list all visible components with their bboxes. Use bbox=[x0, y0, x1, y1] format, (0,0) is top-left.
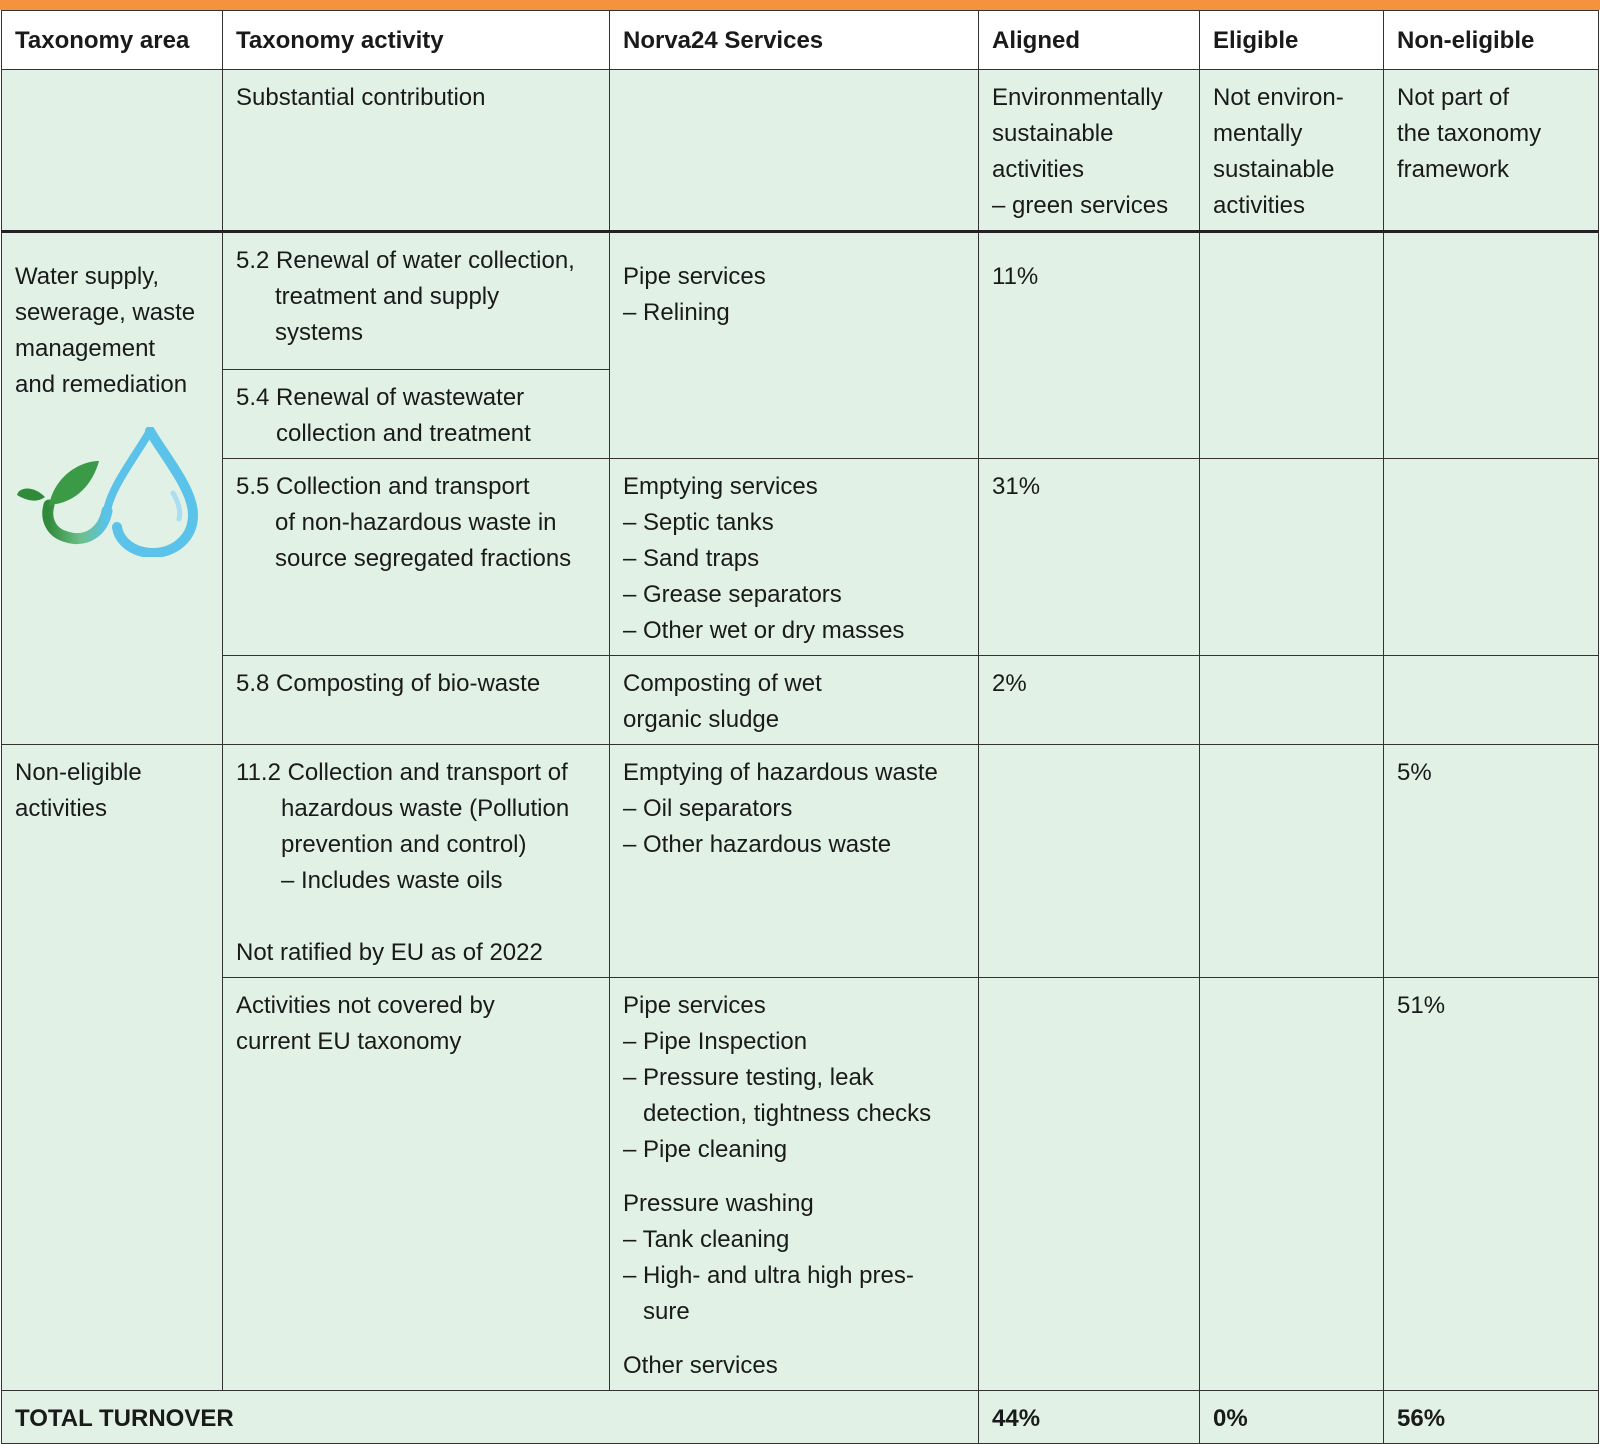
header-taxonomy-area: Taxonomy area bbox=[2, 11, 223, 70]
header-row bbox=[2, 11, 1599, 70]
activity-5-2: 5.2 Renewal of water collection, treatment and supply systems bbox=[223, 232, 610, 370]
taxonomy-table bbox=[1, 10, 1599, 1444]
services-other: Pipe services – Pipe Inspection – Pressure testing, leak detection, tightness checks – Pipe cleaning Pressure washing – Tank cleaning – High- and ultra high pres- sure Other services bbox=[610, 978, 979, 1391]
subheader-area-cell bbox=[2, 70, 223, 232]
aligned-emptying-value: 31% bbox=[979, 459, 1200, 656]
subheader-services-cell bbox=[610, 70, 979, 232]
activity-5-4: 5.4 Renewal of wastewater collection and treatment bbox=[223, 370, 610, 459]
total-eligible: 0% bbox=[1200, 1391, 1384, 1444]
non-eligible-area-cell: Non-eligible activities bbox=[2, 745, 223, 1391]
header-aligned: Aligned bbox=[979, 11, 1200, 70]
total-row bbox=[2, 1391, 1599, 1444]
eligible-emptying-cell bbox=[1200, 459, 1384, 656]
header-services: Norva24 Services bbox=[610, 11, 979, 70]
aligned-other-cell bbox=[979, 978, 1200, 1391]
header-non-eligible: Non-eligible bbox=[1384, 11, 1599, 70]
cell-strip bbox=[1384, 233, 1598, 253]
table-row bbox=[2, 656, 1599, 745]
table-row bbox=[2, 459, 1599, 656]
top-accent-bar bbox=[0, 0, 1600, 10]
activity-5-5: 5.5 Collection and transport of non-hazardous waste in source segregated fractions bbox=[223, 459, 610, 656]
eligible-other-cell bbox=[1200, 978, 1384, 1391]
non-eligible-hazardous-value: 5% bbox=[1384, 745, 1599, 978]
eligible-composting-cell bbox=[1200, 656, 1384, 745]
total-aligned: 44% bbox=[979, 1391, 1200, 1444]
subheader-activity: Substantial contribution bbox=[223, 70, 610, 232]
aligned-hazardous-cell bbox=[979, 745, 1200, 978]
table-row bbox=[2, 978, 1599, 1391]
aligned-relining-value: 11% bbox=[979, 232, 1200, 459]
total-non-eligible: 56% bbox=[1384, 1391, 1599, 1444]
activity-11-2: 11.2 Collection and transport of hazardous waste (Pollution prevention and control) – Includes waste oils Not ratified by EU as of 2022 bbox=[223, 745, 610, 978]
water-area-cell: Water supply, sewerage, waste management and remediation bbox=[2, 232, 223, 745]
header-taxonomy-activity: Taxonomy activity bbox=[223, 11, 610, 70]
non-eligible-composting-cell bbox=[1384, 656, 1599, 745]
leaf-water-drop-icon bbox=[15, 427, 205, 557]
eligible-hazardous-cell bbox=[1200, 745, 1384, 978]
non-eligible-emptying-cell bbox=[1384, 459, 1599, 656]
non-eligible-relining-cell bbox=[1384, 232, 1599, 459]
table-row bbox=[2, 232, 1599, 370]
table-row bbox=[2, 745, 1599, 978]
subheader-aligned: Environmentally sustainable activities – green services bbox=[979, 70, 1200, 232]
subheader-eligible: Not environ- mentally sustainable activities bbox=[1200, 70, 1384, 232]
activity-5-8: 5.8 Composting of bio-waste bbox=[223, 656, 610, 745]
aligned-composting-value: 2% bbox=[979, 656, 1200, 745]
non-eligible-other-value: 51% bbox=[1384, 978, 1599, 1391]
total-label: TOTAL TURNOVER bbox=[2, 1391, 979, 1444]
eligible-relining-cell bbox=[1200, 232, 1384, 459]
services-emptying: Emptying services – Septic tanks – Sand traps – Grease separators – Other wet or dry masses bbox=[610, 459, 979, 656]
subheader-row bbox=[2, 70, 1599, 232]
services-pipe-relining: Pipe services – Relining bbox=[610, 232, 979, 459]
services-hazardous: Emptying of hazardous waste – Oil separators – Other hazardous waste bbox=[610, 745, 979, 978]
header-eligible: Eligible bbox=[1200, 11, 1384, 70]
services-composting: Composting of wet organic sludge bbox=[610, 656, 979, 745]
activity-not-covered: Activities not covered by current EU taxonomy bbox=[223, 978, 610, 1391]
subheader-non-eligible: Not part of the taxonomy framework bbox=[1384, 70, 1599, 232]
